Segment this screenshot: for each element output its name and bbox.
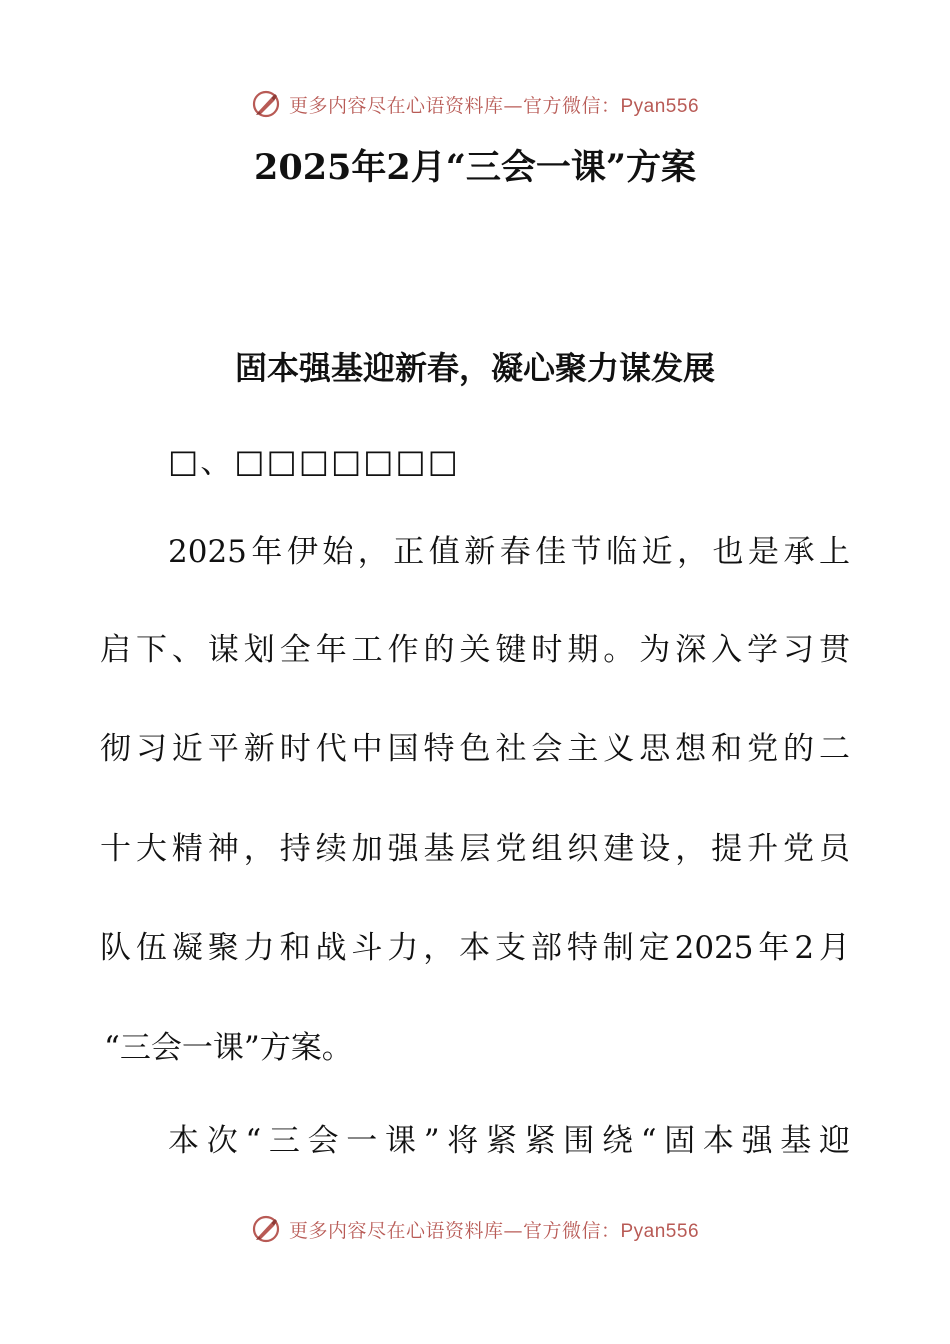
document-subtitle: 固本强基迎新春，凝心聚力谋发展 xyxy=(234,349,715,387)
watermark-header xyxy=(0,84,950,124)
pen-logo-icon xyxy=(251,1214,281,1244)
paragraph-line: “三会一课”方案。 xyxy=(104,1030,353,1066)
paragraph-line: 启下、谋划全年工作的关键时期。为深入学习贯 xyxy=(100,632,850,668)
paragraph-line: 队伍凝聚力和战斗力，本支部特制定2025年2月 xyxy=(100,930,850,966)
paragraph-line: 本次“三会一课”将紧紧围绕“固本强基迎 xyxy=(168,1123,850,1159)
pen-logo-icon xyxy=(251,89,281,119)
document-title: 2025年2月“三会一课”方案 xyxy=(253,147,697,188)
paragraph-line: 彻习近平新时代中国特色社会主义思想和党的二 xyxy=(100,731,850,767)
paragraph-line: 2025年伊始，正值新春佳节临近，也是承上 xyxy=(168,534,850,570)
paragraph-line: 十大精神，持续加强基层党组织建设，提升党员 xyxy=(100,831,850,867)
watermark-text: 更多内容尽在心语资料库—官方微信：Pyan556 xyxy=(288,94,700,117)
watermark-text: 更多内容尽在心语资料库—官方微信：Pyan556 xyxy=(288,1219,700,1242)
section-heading: □、□□□□□□□ xyxy=(168,442,460,480)
watermark-footer xyxy=(0,1209,950,1249)
